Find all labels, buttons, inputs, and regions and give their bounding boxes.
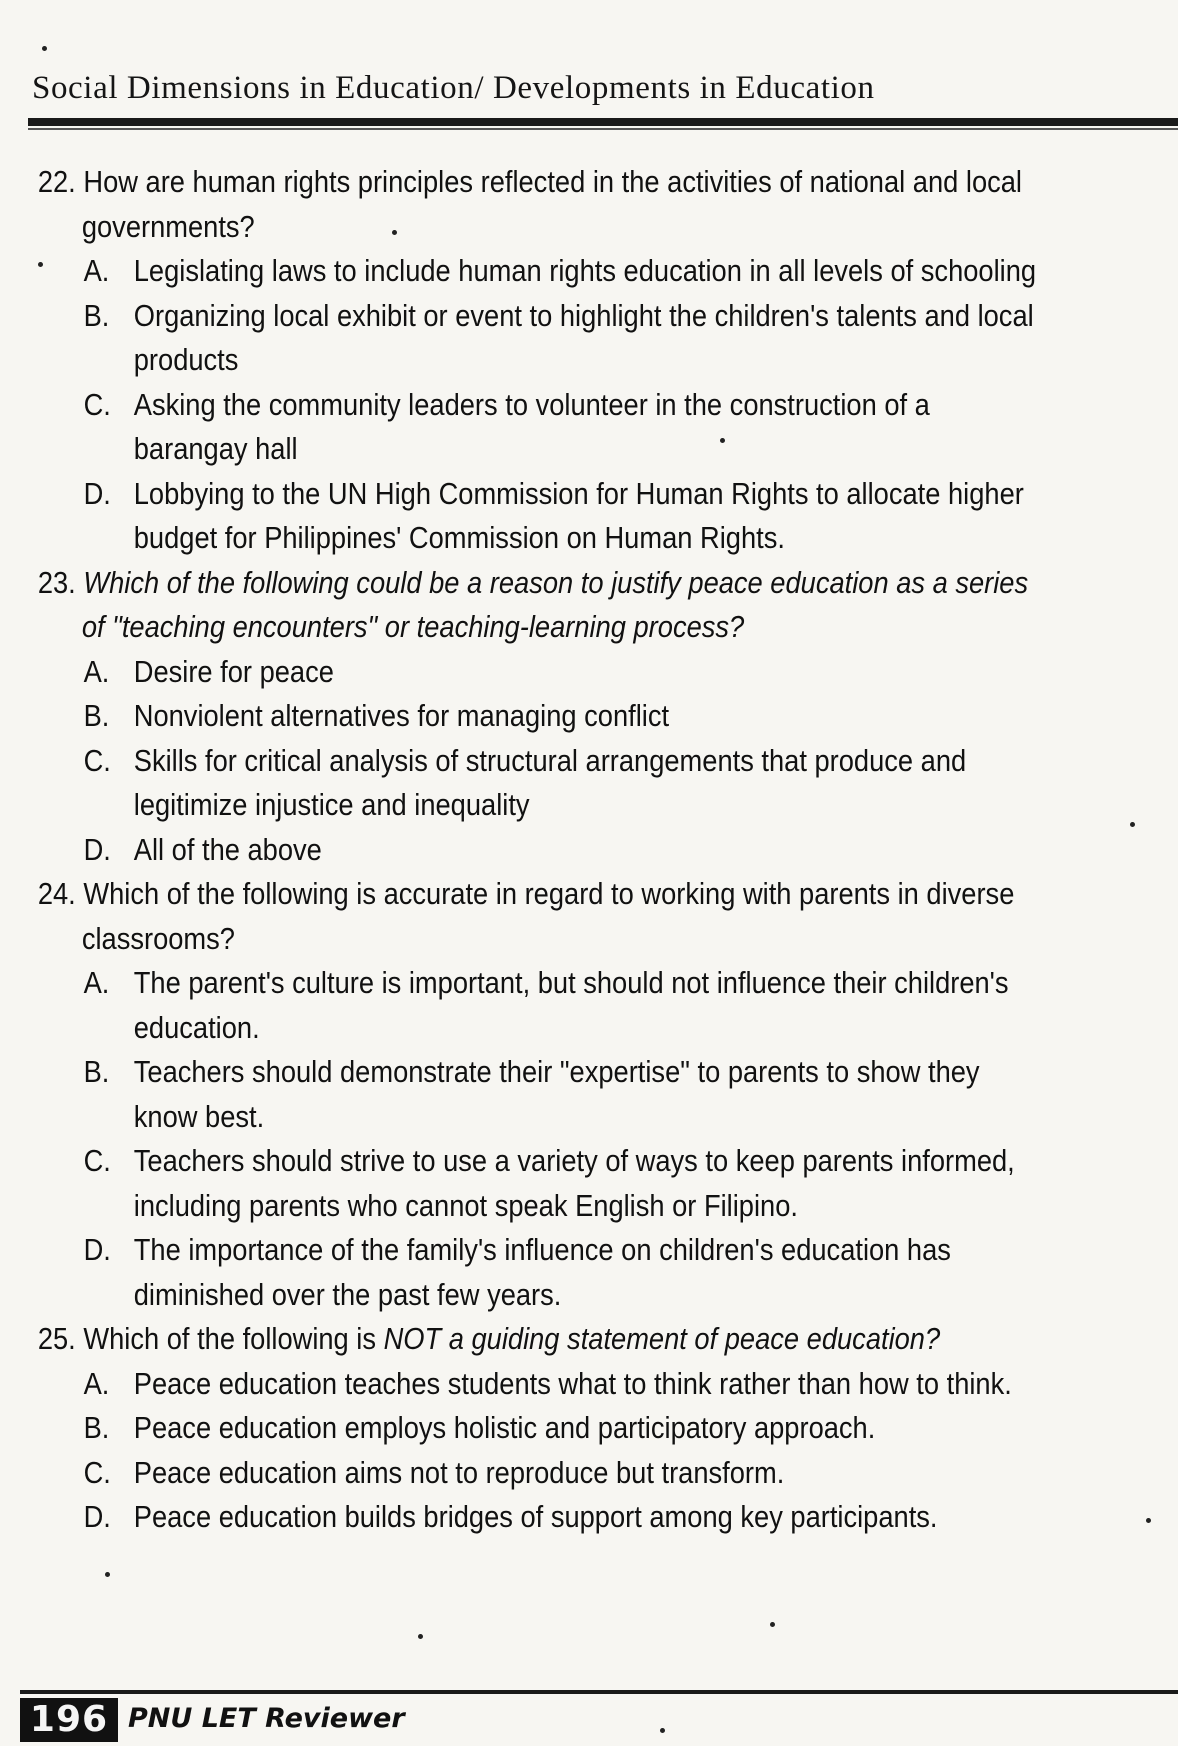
question-text: How are human rights principles reflected in the activities of national and local governments? — [81, 164, 1022, 244]
option-letter: D. — [83, 475, 111, 511]
question-22 — [0, 160, 1037, 561]
option-text: Peace education teaches students what to think rather than how to think. — [133, 1365, 1012, 1401]
option-c — [0, 1451, 1037, 1496]
option-letter: C. — [83, 1143, 111, 1178]
option-text: Peace education aims not to reproduce but transform. — [133, 1454, 785, 1490]
question-stem — [0, 160, 1037, 249]
question-number: 22. — [37, 164, 76, 199]
question-list — [0, 160, 1037, 1540]
question-number: 24. — [37, 876, 76, 911]
question-25 — [0, 1317, 1037, 1540]
scan-speck — [720, 438, 725, 443]
option-letter: D. — [83, 831, 111, 867]
option-letter: D. — [83, 1499, 111, 1534]
option-text: Teachers should demonstrate their "expertise" to parents to show they know best. — [133, 1054, 980, 1134]
question-24 — [0, 872, 1037, 1317]
option-letter: C. — [83, 386, 111, 422]
option-d — [0, 1495, 1037, 1540]
question-23 — [0, 561, 1037, 873]
footer-rule — [20, 1690, 1178, 1694]
question-text-part: a guiding statement of peace education? — [441, 1321, 941, 1356]
option-letter: D. — [83, 1232, 111, 1267]
option-text: The parent's culture is important, but should not influence their children's education. — [133, 965, 1009, 1045]
option-text: Desire for peace — [133, 653, 334, 689]
scan-speck — [392, 230, 397, 235]
option-letter: A. — [83, 653, 110, 689]
option-a — [0, 961, 1037, 1050]
scan-speck — [660, 1728, 665, 1733]
scan-speck — [42, 46, 47, 51]
option-d — [0, 472, 1037, 561]
running-header: Social Dimensions in Education/ Developments in Education — [32, 70, 875, 106]
option-text: Lobbying to the UN High Commission for Human Rights to allocate higher budget for Philippines' Commission on Human Rights. — [133, 475, 1024, 555]
option-a — [0, 249, 1037, 294]
option-text: Teachers should strive to use a variety of ways to keep parents informed, including parents who cannot speak English or Filipino. — [133, 1143, 1015, 1223]
question-text-part: Which of the following is — [83, 1321, 384, 1356]
option-letter: B. — [83, 297, 110, 333]
option-text: Nonviolent alternatives for managing conflict — [133, 698, 670, 733]
option-letter: A. — [83, 965, 110, 1000]
option-text: Organizing local exhibit or event to highlight the children's talents and local products — [133, 297, 1034, 377]
question-emphasis: NOT — [383, 1321, 442, 1356]
option-b — [0, 294, 1037, 383]
option-letter: C. — [83, 742, 111, 778]
option-b — [0, 1406, 1037, 1451]
option-c — [0, 739, 1037, 828]
scan-speck — [770, 1622, 775, 1627]
question-stem — [0, 872, 1037, 961]
option-c — [0, 1139, 1037, 1228]
option-d — [0, 828, 1037, 873]
option-b — [0, 1050, 1037, 1139]
option-d — [0, 1228, 1037, 1317]
option-text: The importance of the family's influence on children's education has diminished over the past few years. — [133, 1232, 951, 1312]
question-number: 23. — [37, 564, 76, 600]
option-text: All of the above — [133, 831, 322, 867]
page-number: 196 — [20, 1698, 118, 1742]
header-rule — [28, 118, 1178, 126]
option-text: Peace education employs holistic and participatory approach. — [133, 1410, 876, 1445]
question-stem — [0, 1317, 1037, 1362]
header-rule-thin — [28, 128, 1178, 130]
option-letter: C. — [83, 1454, 111, 1490]
scan-speck — [1130, 822, 1135, 827]
scan-speck — [38, 262, 43, 267]
option-a — [0, 650, 1037, 695]
question-number: 25. — [37, 1321, 76, 1356]
option-letter: B. — [83, 698, 110, 733]
option-b — [0, 694, 1037, 739]
option-letter: B. — [83, 1054, 110, 1089]
option-letter: A. — [83, 1365, 110, 1401]
option-letter: A. — [83, 253, 110, 288]
book-title: PNU LET Reviewer — [128, 1703, 405, 1734]
option-text: Peace education builds bridges of support among key participants. — [133, 1499, 938, 1534]
question-text: Which of the following is accurate in regard to working with parents in diverse classrooms? — [81, 876, 1015, 956]
question-text: Which of the following could be a reason to justify peace education as a series of "teaching encounters" or teaching-learning process? — [81, 564, 1029, 644]
option-c — [0, 383, 1037, 472]
option-text: Legislating laws to include human rights education in all levels of schooling — [133, 253, 1037, 288]
scan-speck — [105, 1572, 110, 1577]
scan-speck — [1146, 1518, 1151, 1523]
question-stem — [0, 561, 1037, 650]
option-letter: B. — [83, 1410, 110, 1445]
option-text: Skills for critical analysis of structural arrangements that produce and legitimize injustice and inequality — [133, 742, 967, 822]
scan-speck — [418, 1634, 423, 1639]
option-a — [0, 1362, 1037, 1407]
option-text: Asking the community leaders to volunteer in the construction of a barangay hall — [133, 386, 930, 466]
